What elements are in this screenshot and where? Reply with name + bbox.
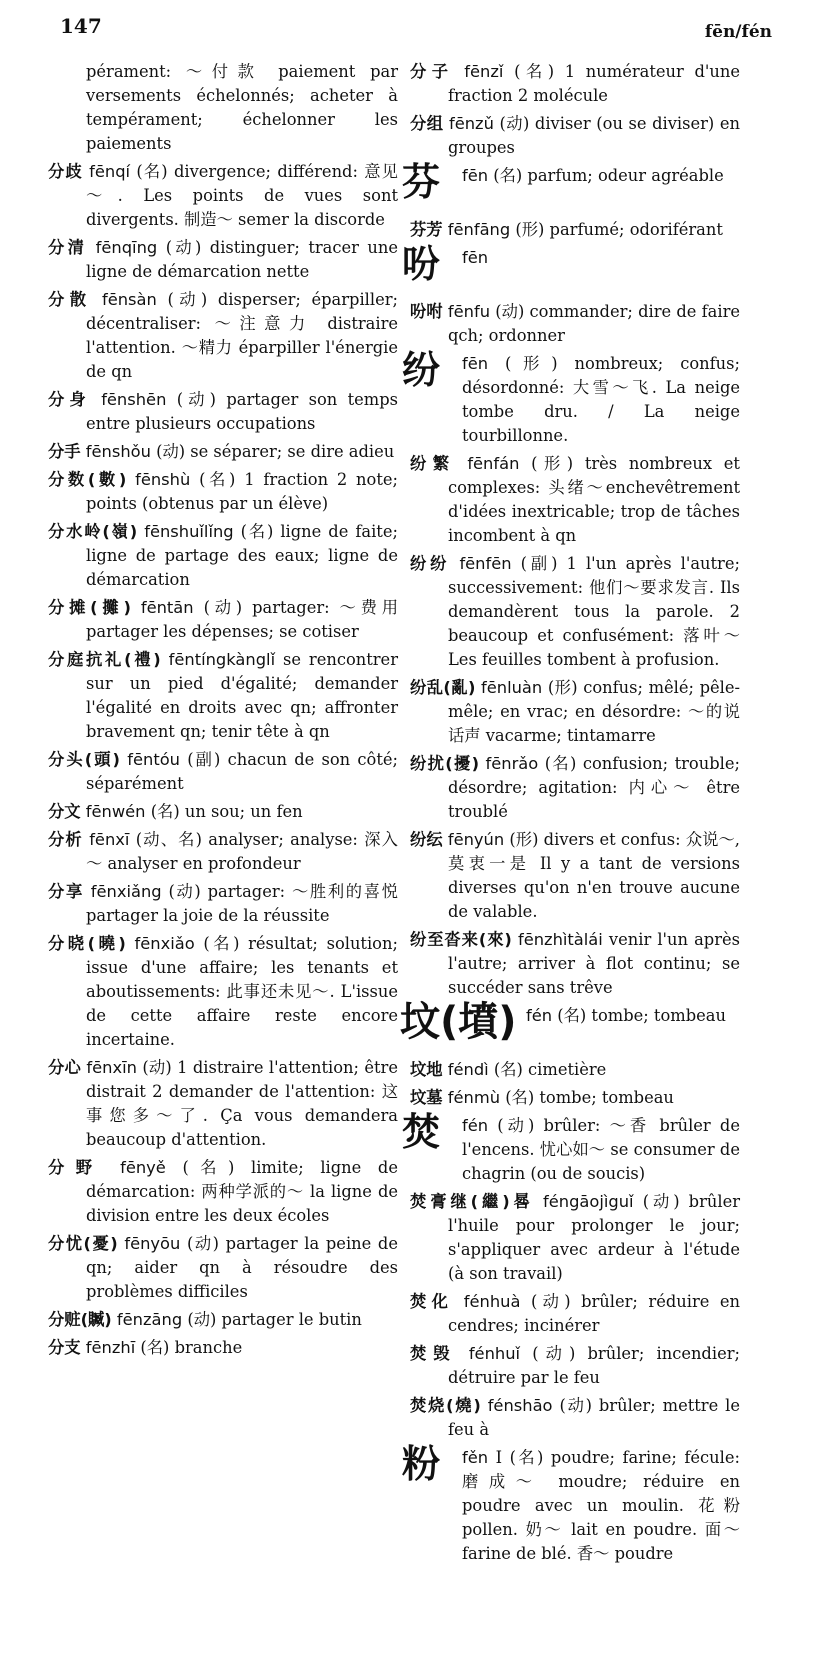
entry-pinyin: fēntíngkànglǐ [168, 650, 276, 669]
entry-definition: (形) parfumé; odoriférant [515, 220, 723, 239]
entry-pinyin: fénhuǐ [468, 1344, 521, 1363]
dictionary-entry [48, 388, 398, 436]
entry-definition: pérament: ～付款 paiement par versements échelonnés; acheter à tempérament; échelonner les paiements [86, 62, 398, 153]
entry-headword: 焚膏继(繼)晷 [410, 1192, 534, 1211]
entry-pinyin: fěn [462, 1448, 489, 1467]
entry-pinyin: fēntóu [127, 750, 180, 769]
entry-pinyin: fēnrǎo [485, 754, 539, 773]
entry-definition: (名) parfum; odeur agréable [493, 166, 724, 185]
entry-headword: 分支 [48, 1338, 81, 1357]
entry-pinyin: fēnyōu [124, 1234, 181, 1253]
entry-headword: 坟地 [410, 1060, 443, 1079]
dictionary-entry [410, 300, 740, 348]
entry-definition: (动) se séparer; se dire adieu [156, 442, 395, 461]
dictionary-entry [48, 288, 398, 384]
dictionary-entry [48, 880, 398, 928]
entry-pinyin: fēnfu [447, 302, 491, 321]
dictionary-entry [48, 596, 398, 644]
entry-definition: (名) ligne de faite; ligne de partage des eaux; ligne de démarcation [86, 522, 398, 589]
entry-body [410, 164, 740, 188]
entry-definition: (动) distinguer; tracer une ligne de démarcation nette [86, 238, 398, 281]
dictionary-entry [48, 520, 398, 592]
dictionary-entry [410, 1058, 740, 1082]
entry-pinyin: fēnzǔ [448, 114, 494, 133]
dictionary-entry [410, 112, 740, 160]
entry-pinyin: fēnsàn [101, 290, 157, 309]
entry-headword: 分野 [48, 1158, 104, 1177]
headword-character-entry [402, 1442, 740, 1566]
dictionary-entry [410, 552, 740, 672]
entry-pinyin: fénhuà [463, 1292, 521, 1311]
entry-definition: (动) partager son temps entre plusieurs occupations [86, 390, 398, 433]
entry-pinyin: fēnqīng [95, 238, 158, 257]
dictionary-entry [48, 1056, 398, 1152]
dictionary-entry [48, 468, 398, 516]
entry-definition: I (名) poudre; farine; fécule: 磨成～ moudre; réduire en poudre avec un moulin. 花粉 pollen. 奶～ lait en poudre. 面～ farine de blé. 香～ poudre [462, 1448, 740, 1563]
entry-headword: 焚烧(燒) [410, 1396, 481, 1415]
entry-headword: 分手 [48, 442, 81, 461]
entry-definition: (副) chacun de son côté; séparément [86, 750, 398, 793]
entry-pinyin: fēnshù [135, 470, 191, 489]
entry-definition: (动、名) analyser; analyse: 深入～ analyser en profondeur [86, 830, 398, 873]
entry-definition: venir l'un après l'autre; arriver à flot continu; se succéder sans trêve [448, 930, 740, 997]
entry-headword: 分身 [48, 390, 91, 409]
entry-pinyin: fēn [462, 354, 489, 373]
entry-definition: (名) tombe; tombeau [505, 1088, 674, 1107]
entry-headword: 吩咐 [410, 302, 443, 321]
entry-headword: 纷至沓来(來) [410, 930, 512, 949]
entry-headword: 分散 [48, 290, 92, 309]
dictionary-entry [48, 160, 398, 232]
entry-definition: (名) 1 fraction 2 note; points (obtenus par un élève) [86, 470, 398, 513]
entry-pinyin: fēnwén [85, 802, 146, 821]
entry-headword: 分忧(憂) [48, 1234, 118, 1253]
entry-headword: 分组 [410, 114, 444, 133]
entry-headword: 分享 [48, 882, 84, 901]
entry-headword: 分心 [48, 1058, 81, 1077]
entry-definition: (形) très nombreux et complexes: 头绪～enchevêtrement d'idées inextricable; trop de tâches incombent à qn [448, 454, 740, 545]
entry-definition: (形) nombreux; confus; désordonné: 大雪～飞. La neige tombe dru. / La neige tourbillonne. [462, 354, 740, 445]
dictionary-entry [48, 1336, 398, 1360]
headword-character: 坟(墳) [400, 999, 517, 1045]
entry-headword: 芬芳 [410, 220, 443, 239]
dictionary-entry [410, 1190, 740, 1286]
entry-headword: 焚毁 [410, 1344, 457, 1363]
dictionary-entry [48, 932, 398, 1052]
entry-headword: 分摊(攤) [48, 598, 131, 617]
entry-definition: (动) partager: ～胜利的喜悦 partager la joie de la réussite [86, 882, 398, 925]
right-column [400, 60, 740, 1570]
headword-character: 焚 [402, 1110, 441, 1154]
dictionary-entry [48, 648, 398, 744]
entry-headword: 分庭抗礼(禮) [48, 650, 161, 669]
entry-headword: 焚化 [410, 1292, 454, 1311]
entry-pinyin: fēnxīn [86, 1058, 137, 1077]
entry-headword: 分数(數) [48, 470, 127, 489]
entry-headword: 分清 [48, 238, 88, 257]
entry-definition: (形) divers et confus: 众说～,莫衷一是 Il y a tant de versions diverses qu'on n'en trouve aucune de valable. [448, 830, 740, 921]
dictionary-entry [48, 800, 398, 824]
entry-headword: 纷纷 [410, 554, 451, 573]
headword-character-entry [400, 999, 740, 1054]
entry-headword: 分赃(贓) [48, 1310, 112, 1329]
entry-definition: (动) brûler: ～香 brûler de l'encens. 忧心如～ se consumer de chagrin (ou de soucis) [462, 1116, 740, 1183]
entry-definition: (副) 1 l'un après l'autre; successivement: 他们～要求发言. Ils demandèrent tous la parole. 2 beaucoup et confusément: 落叶～ Les feuilles tombent à profusion. [448, 554, 740, 669]
entry-body [410, 1446, 740, 1566]
dictionary-entry [48, 1156, 398, 1228]
entry-pinyin: fēnzāng [116, 1310, 183, 1329]
entry-pinyin: fén [462, 1116, 489, 1135]
headword-character-entry [402, 242, 740, 296]
entry-pinyin: fēnfán [467, 454, 520, 473]
dictionary-entry [48, 828, 398, 876]
headword-character-entry [402, 348, 740, 448]
dictionary-entry [48, 1232, 398, 1304]
entry-pinyin: fēnyě [120, 1158, 166, 1177]
entry-definition: (动) partager le butin [187, 1310, 362, 1329]
entry-pinyin: fēn [462, 248, 489, 267]
dictionary-entry [48, 236, 398, 284]
headword-character: 纷 [402, 348, 441, 392]
entry-pinyin: fēnfēn [459, 554, 512, 573]
entry-headword: 坟墓 [410, 1088, 443, 1107]
entry-definition: (动) partager la peine de qn; aider qn à résoudre des problèmes difficiles [86, 1234, 398, 1301]
dictionary-entry [410, 752, 740, 824]
entry-definition: (名) limite; ligne de démarcation: 两种学派的～ la ligne de division entre les deux écoles [86, 1158, 398, 1225]
headword-character: 吩 [402, 242, 441, 286]
dictionary-entry [48, 1308, 398, 1332]
entry-pinyin: fēnshuǐlǐng [144, 522, 234, 541]
dictionary-entry [48, 440, 398, 464]
entry-pinyin: fēnqí [89, 162, 131, 181]
entry-pinyin: fénshāo [487, 1396, 553, 1415]
entry-definition: (名) tombe; tombeau [557, 1006, 726, 1025]
entry-definition: (名) un sou; un fen [150, 802, 303, 821]
entry-body [410, 246, 740, 270]
entry-headword: 纷繁 [410, 454, 456, 473]
entry-pinyin: fēnzhìtàlái [517, 930, 603, 949]
entry-headword: 分水岭(嶺) [48, 522, 138, 541]
entry-definition: (动) brûler; mettre le feu à [448, 1396, 740, 1439]
dictionary-entry [410, 676, 740, 748]
dictionary-entry [410, 1394, 740, 1442]
entry-headword: 分子 [410, 62, 454, 81]
entry-definition: (动) partager: ～费用 partager les dépenses; se cotiser [86, 598, 398, 641]
headword-character: 粉 [402, 1442, 441, 1486]
headword-character-entry [402, 160, 740, 214]
entry-definition: (形) confus; mêlé; pêle-mêle; en vrac; en désordre: ～的说话声 vacarme; tintamarre [448, 678, 740, 745]
entry-pinyin: fēnshēn [101, 390, 167, 409]
dictionary-entry [410, 1342, 740, 1390]
dictionary-entry [410, 828, 740, 924]
dictionary-entry [410, 1290, 740, 1338]
entry-pinyin: fēnxiǎng [90, 882, 162, 901]
entry-pinyin: fēnzhī [85, 1338, 136, 1357]
dictionary-entry [48, 748, 398, 796]
page-number: 147 [60, 14, 102, 38]
entry-definition: (名) branche [140, 1338, 243, 1357]
entry-definition: (名) confusion; trouble; désordre; agitation: 内心～ être troublé [448, 754, 740, 821]
entry-pinyin: fēnyún [447, 830, 505, 849]
entry-headword: 纷扰(擾) [410, 754, 480, 773]
entry-headword: 分歧 [48, 162, 83, 181]
entry-body [410, 352, 740, 448]
headword-character-entry [402, 1110, 740, 1186]
entry-pinyin: fēntān [140, 598, 194, 617]
entry-definition: (动) commander; dire de faire qch; ordonner [448, 302, 740, 345]
entry-definition: (动) diviser (ou se diviser) en groupes [448, 114, 740, 157]
entry-definition: (名) divergence; différend: 意见～. Les points de vues sont divergents. 制造～ semer la discorde [86, 162, 398, 229]
dictionary-entry [410, 60, 740, 108]
running-head: fēn/fén [704, 22, 772, 42]
entry-pinyin: féndì [447, 1060, 489, 1079]
entry-definition: se rencontrer sur un pied d'égalité; demander l'égalité en droits avec qn; affronter bravement qn; tenir tête à qn [86, 650, 398, 741]
entry-definition: (动) brûler; incendier; détruire par le feu [448, 1344, 740, 1387]
entry-pinyin: fēnshǒu [85, 442, 151, 461]
entry-pinyin: fén [526, 1006, 553, 1025]
entry-headword: 分晓(曉) [48, 934, 126, 953]
entry-pinyin: fēnzǐ [464, 62, 504, 81]
entry-pinyin: fénmù [447, 1088, 501, 1107]
entry-pinyin: fēnxiǎo [134, 934, 195, 953]
entry-pinyin: fēnxī [89, 830, 130, 849]
entry-body [410, 1114, 740, 1186]
dictionary-entry [410, 452, 740, 548]
entry-headword: 纷纭 [410, 830, 443, 849]
dictionary-entry [410, 1086, 740, 1110]
entry-definition: (名) cimetière [493, 1060, 607, 1079]
left-column [48, 60, 398, 1364]
entry-pinyin: féngāojìguǐ [543, 1192, 634, 1211]
entry-pinyin: fēnluàn [481, 678, 543, 697]
entry-headword: 纷乱(亂) [410, 678, 476, 697]
headword-character: 芬 [402, 160, 441, 204]
entry-definition: (名) 1 numérateur d'une fraction 2 molécule [448, 62, 740, 105]
entry-definition: (动) brûler; réduire en cendres; incinérer [448, 1292, 740, 1335]
dictionary-entry [410, 928, 740, 1000]
entry-continuation [48, 60, 398, 156]
entry-headword: 分析 [48, 830, 83, 849]
entry-definition: (动) brûler l'huile pour prolonger le jour; s'appliquer avec ardeur à l'étude (à son travail) [448, 1192, 740, 1283]
entry-pinyin: fēnfāng [447, 220, 511, 239]
entry-headword: 分头(頭) [48, 750, 120, 769]
entry-definition: (动) disperser; éparpiller; décentraliser: ～注意力 distraire l'attention. ～精力 éparpiller l'énergie de qn [86, 290, 398, 381]
dictionary-entry [410, 218, 740, 242]
entry-definition: (动) 1 distraire l'attention; être distrait 2 demander de l'attention: 这事您多～了. Ça vous demandera beaucoup d'attention. [86, 1058, 398, 1149]
entry-definition: (名) résultat; solution; issue d'une affaire; les tenants et aboutissements: 此事还未见～. L'issue de cette affaire reste encore incertaine. [86, 934, 398, 1049]
entry-pinyin: fēn [462, 166, 489, 185]
entry-headword: 分文 [48, 802, 81, 821]
